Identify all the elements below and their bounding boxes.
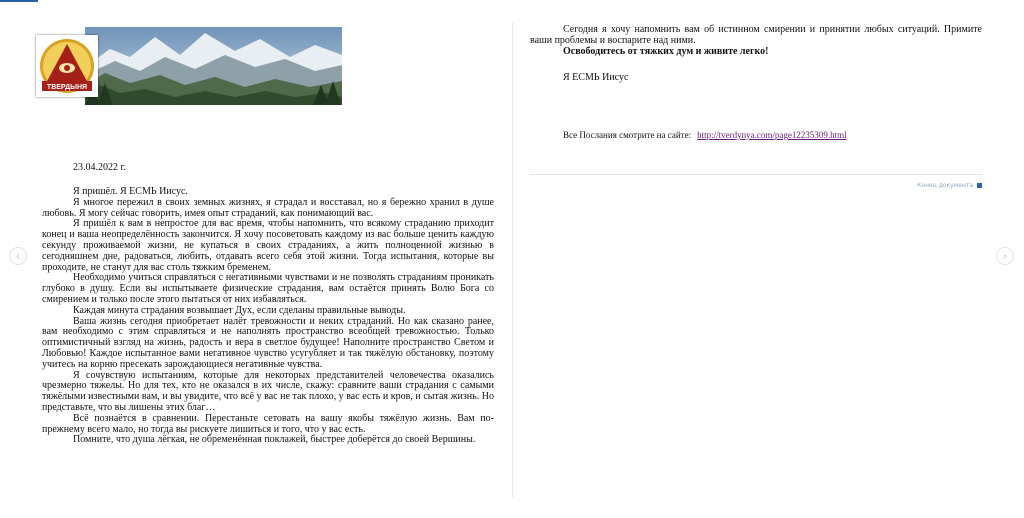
right-page-text (530, 24, 982, 57)
chevron-right-icon: › (1002, 249, 1008, 263)
letter-paragraph: Помните, что душа лёгкая, не обременённая поклажей, быстрее доберётся до своей Вершины. (73, 434, 476, 446)
end-divider (530, 174, 982, 175)
letter-paragraph: Необходимо учиться справляться с негативными чувствами и не позволять страданиям проникать глубоко в душу. Если вы испытываете физические страдания, вам остаётся принять Волю Бога со смирением и только после этого пытаться от них избавляться. (42, 272, 494, 305)
letter-paragraph: Каждая минута страдания возвышает Дух, если сделаны правильные выводы. (73, 304, 406, 316)
letter-paragraph: Я пришёл. Я ЕСМЬ Иисус. (73, 186, 188, 197)
all-messages-label: Все Послания смотрите на сайте: (563, 130, 692, 140)
signature: Я ЕСМЬ Иисус (563, 72, 629, 83)
right-page (513, 0, 1024, 518)
letter-date: 23.04.2022 г. (73, 162, 126, 173)
all-messages-line (563, 130, 847, 140)
right-bold-line: Освободитесь от тяжких дум и живите легко! (563, 46, 769, 57)
mountain-banner-image (85, 27, 342, 105)
logo-text: ТВЕРДЫНЯ (46, 84, 88, 91)
end-marker-icon (977, 183, 982, 188)
letter-paragraph: Ваша жизнь сегодня приобретает налёт тревожности и неких страданий. Но как сказано ранее, вам необходимо с этим справляться и не наполнять пространство всеобщей тревожностью. Только оптимистичный взгляд на жизнь, радость и вера в светлое будущее! Наполните пространство Светом и Любовью! Каждое испытанное вами негативное чувство усугубляет и так тяжёлую обстановку, поэтому учитесь на корню пресекать зарождающиеся негативные чувства. (42, 315, 494, 370)
letter-body (42, 187, 494, 446)
tverdynya-logo (36, 35, 98, 97)
letter-paragraph: Я сочувствую испытаниям, которые для некоторых представителей человечества оказались чрезмерно тяжелы. Но для тех, кто не оказался в их числе, скажу: сравните ваши страдания с самыми тяжёлыми известными вам, и вы увидите, что всё у вас не так плохо, у вас есть и кров, и сытая жизнь. Но представьте, что вы лишены этих благ… (42, 369, 494, 413)
all-messages-link[interactable]: http://tverdynya.com/page12235309.html (697, 130, 847, 140)
chevron-left-icon: ‹ (15, 249, 21, 263)
letter-paragraph: Я многое пережил в своих земных жизнях, я страдал и восставал, но я бережно хранил в душе любовь. Я могу сейчас говорить, имея опыт страданий, как понимающий вас. (42, 196, 494, 219)
right-paragraph: Сегодня я хочу напомнить вам об истинном смирении и принятии любых ситуаций. Примите ваши проблемы и воспарите над ними. (530, 24, 982, 46)
letter-paragraph: Всё познаётся в сравнении. Перестаньте сетовать на вашу якобы тяжёлую жизнь. Вам по-прежнему всего мало, но тогда вы рискуете лишиться и того, что у вас есть. (42, 412, 494, 435)
letter-paragraph: Я пришёл к вам в непростое для вас время, чтобы напомнить, что всякому страданию приходит конец и ваша неопределённость закончится. Я хочу посоветовать каждому из вас больше ценить каждую секунду проживаемой жизни, не купаться в своих страданиях, а жить полноценной жизнью в сегодняшнем дне, радоваться, любить, отдавать всего себя этой жизни. Тогда испытания, которые вы проходите, не станут для вас столь тяжким бременем. (42, 218, 494, 273)
end-of-document-label: Конец документа (917, 182, 973, 189)
